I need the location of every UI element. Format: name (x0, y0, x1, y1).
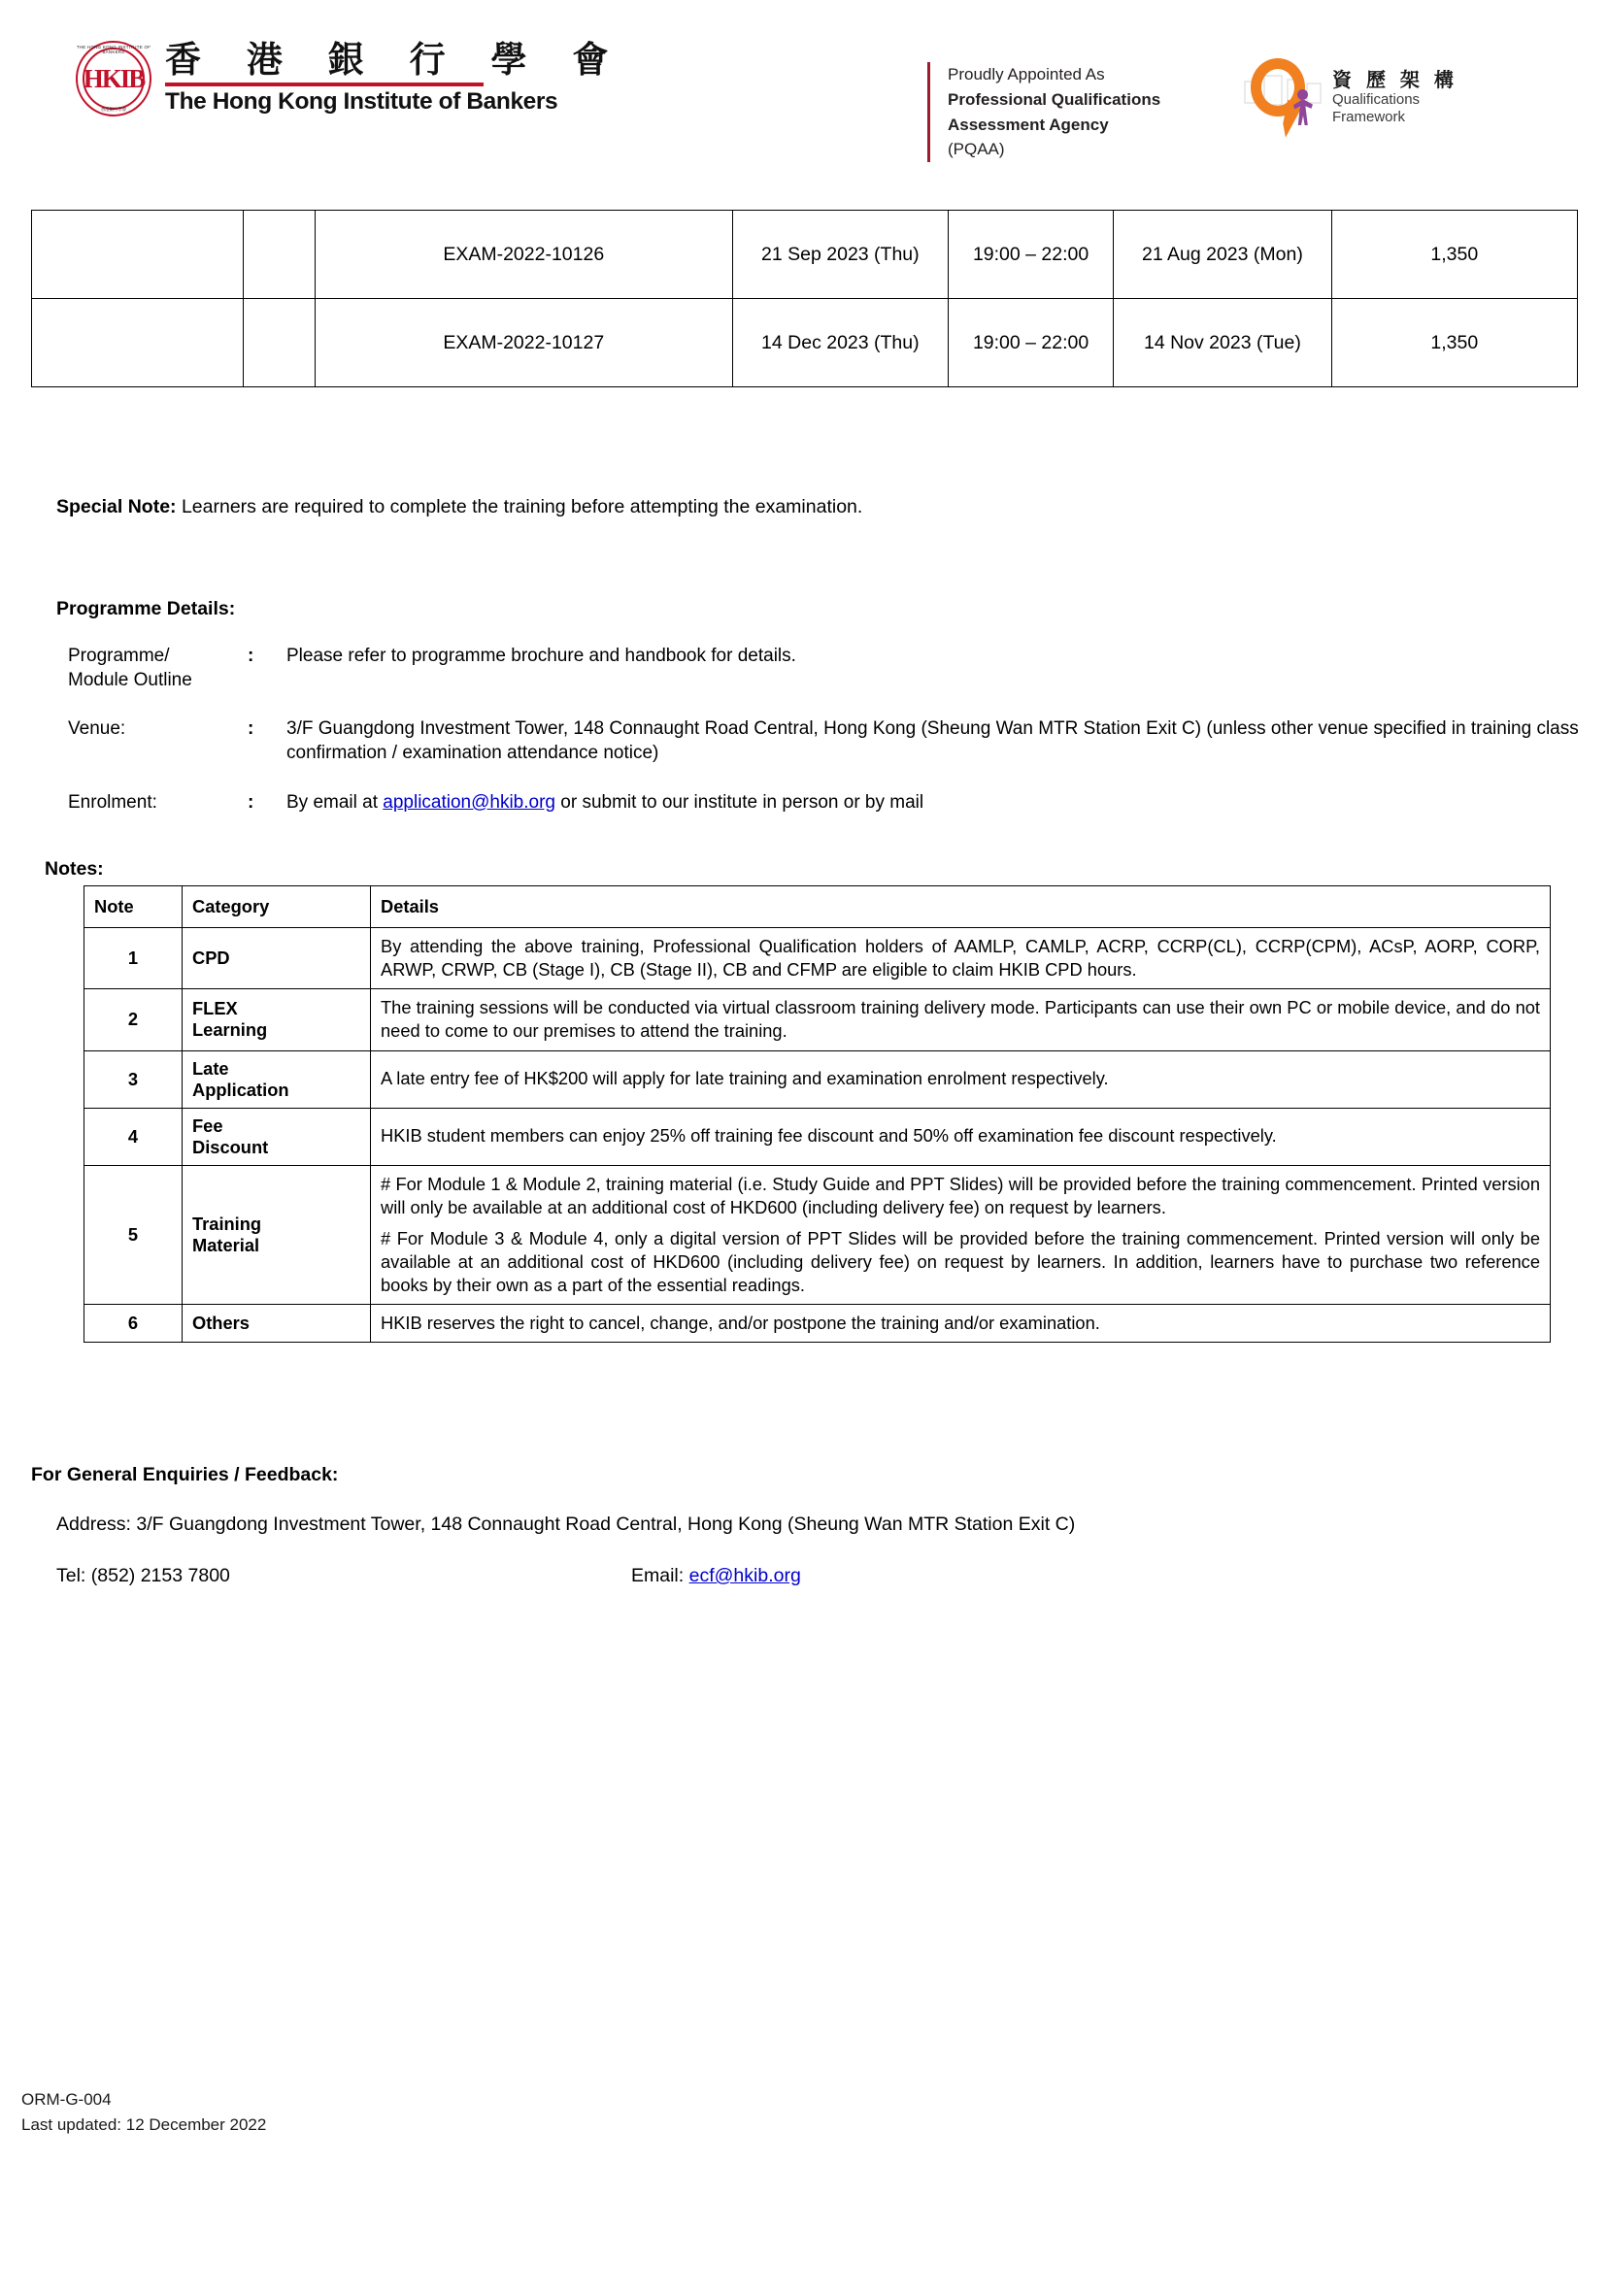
table-row (32, 299, 1578, 387)
schedule-cell-exam-code: EXAM-2022-10127 (315, 299, 732, 387)
note-category-line1: FLEX (192, 998, 238, 1019)
page-header (0, 23, 1608, 159)
programme-label-enrolment: Enrolment: (68, 791, 157, 813)
table-row (84, 1108, 1551, 1165)
note-number: 3 (84, 1050, 183, 1108)
note-category-line2: Material (192, 1234, 260, 1255)
programme-row-venue (68, 717, 1583, 790)
programme-value-venue: 3/F Guangdong Investment Tower, 148 Connaught Road Central, Hong Kong (Sheung Wan MTR Station Exit C) (unless other venue specified in training class confirmation / examination attendance notice) (286, 718, 1579, 764)
schedule-cell-blank-2 (244, 211, 316, 299)
programme-row-module-outline (68, 645, 1583, 717)
note-number: 5 (84, 1165, 183, 1305)
note-category (183, 1050, 371, 1108)
pqaa-line4: (PQAA) (948, 140, 1005, 159)
note-details (371, 989, 1551, 1050)
note-category (183, 989, 371, 1050)
note-category: CPD (183, 928, 371, 989)
note-detail-paragraph: HKIB student members can enjoy 25% off training fee discount and 50% off examination fee discount respectively. (381, 1125, 1277, 1147)
note-detail-paragraph: HKIB reserves the right to cancel, change, and/or postpone the training and/or examination. (381, 1313, 1100, 1334)
programme-details-table (68, 645, 1583, 840)
qualifications-framework-logo (1243, 56, 1457, 138)
schedule-cell-exam-date: 21 Sep 2023 (Thu) (732, 211, 948, 299)
notes-table (84, 885, 1551, 1343)
note-details (371, 1050, 1551, 1108)
table-row (84, 1305, 1551, 1343)
table-row (32, 211, 1578, 299)
hkib-english-name: The Hong Kong Institute of Bankers (165, 88, 558, 116)
programme-colon: : (248, 791, 254, 813)
notes-header-details: Details (371, 886, 1551, 928)
note-number: 1 (84, 928, 183, 989)
note-category-line1: Fee (192, 1115, 223, 1136)
enrolment-text-after: or submit to our institute in person or by mail (555, 791, 924, 813)
enquiries-telephone: Tel: (852) 2153 7800 (56, 1565, 230, 1586)
table-row (84, 1165, 1551, 1305)
programme-value-module-outline: Please refer to programme brochure and handbook for details. (286, 646, 796, 666)
note-category-line1: Training (192, 1213, 262, 1234)
application-email-link[interactable]: application@hkib.org (383, 791, 555, 813)
schedule-cell-exam-time: 19:00 – 22:00 (948, 299, 1113, 387)
schedule-cell-exam-code: EXAM-2022-10126 (315, 211, 732, 299)
schedule-cell-deadline: 14 Nov 2023 (Tue) (1114, 299, 1331, 387)
pqaa-text (948, 62, 1160, 162)
notes-header-row (84, 886, 1551, 928)
note-detail-paragraph: By attending the above training, Professional Qualification holders of AAMLP, CAMLP, ACRP, CCRP(CL), CCRP(CPM), ACsP, AORP, CORP, ARWP, CRWP, CB (Stage I), CB (Stage II), CB and CFMP are eligible to claim HKIB CPD hours. (381, 936, 1540, 981)
note-details (371, 928, 1551, 989)
hkib-seal-micro-bottom: 香港銀行學會 (100, 107, 127, 112)
schedule-cell-blank-2 (244, 299, 316, 387)
schedule-cell-fee: 1,350 (1331, 299, 1577, 387)
note-detail-paragraph: A late entry fee of HK$200 will apply for late training and examination enrolment respectively. (381, 1068, 1109, 1089)
schedule-cell-blank-1 (32, 299, 244, 387)
enquiries-address: Address: 3/F Guangdong Investment Tower, 148 Connaught Road Central, Hong Kong (Sheung Wan MTR Station Exit C) (56, 1514, 1076, 1535)
hkib-logo (76, 38, 625, 116)
hkib-red-rule (165, 83, 484, 86)
schedule-cell-exam-date: 14 Dec 2023 (Thu) (732, 299, 948, 387)
programme-label-venue: Venue: (68, 718, 126, 740)
note-category (183, 1165, 371, 1305)
qf-english-line1: Qualifications (1332, 91, 1421, 109)
enquiries-email-label: Email: (631, 1565, 689, 1586)
enquiries-title: For General Enquiries / Feedback: (31, 1464, 339, 1485)
note-category-line2: Application (192, 1079, 289, 1100)
note-detail-paragraph: # For Module 1 & Module 2, training material (i.e. Study Guide and PPT Slides) will be provided before the training commencement. Printed version will only be available at an additional cost of HKD600 (including delivery fee) on request by learners. (381, 1173, 1540, 1217)
note-details (371, 1305, 1551, 1343)
schedule-table-wrapper (31, 210, 1578, 387)
hkib-seal-monogram: HKIB (83, 63, 145, 93)
note-category (183, 1108, 371, 1165)
programme-label-module-outline (68, 645, 248, 717)
note-category-line2: Discount (192, 1136, 269, 1157)
programme-colon: : (248, 718, 254, 740)
note-details (371, 1108, 1551, 1165)
pqaa-line2: Professional Qualifications (948, 89, 1161, 109)
special-note-label: Special Note: (56, 496, 177, 517)
schedule-cell-deadline: 21 Aug 2023 (Mon) (1114, 211, 1331, 299)
pqaa-appointment-block (927, 62, 1160, 162)
note-category-line1: Late (192, 1057, 229, 1079)
table-row (84, 928, 1551, 989)
programme-details-title: Programme Details: (56, 598, 236, 619)
programme-label-line2: Module Outline (68, 669, 192, 690)
note-detail-paragraph: The training sessions will be conducted via virtual classroom training delivery mode. Participants can use their own PC or mobile device, and do not need to come to our premises to attend the training. (381, 997, 1540, 1042)
note-details (371, 1165, 1551, 1305)
qf-english-line2: Framework (1332, 109, 1406, 125)
qf-mark-icon (1243, 56, 1323, 138)
note-category-line2: Learning (192, 1019, 268, 1041)
enrolment-text-before: By email at (286, 791, 384, 813)
note-number: 4 (84, 1108, 183, 1165)
note-category: Others (183, 1305, 371, 1343)
special-note-text: Learners are required to complete the training before attempting the examination. (176, 496, 863, 517)
qf-person-head (1297, 89, 1308, 100)
exam-schedule-table (31, 210, 1578, 387)
ecf-email-link[interactable]: ecf@hkib.org (688, 1565, 801, 1586)
programme-row-enrolment (68, 791, 1583, 841)
hkib-wordmark (165, 38, 625, 116)
notes-header-note: Note (84, 886, 183, 928)
qf-text (1332, 68, 1457, 125)
enquiries-email-row (631, 1565, 801, 1587)
schedule-cell-blank-1 (32, 211, 244, 299)
programme-colon: : (248, 646, 254, 666)
note-number: 6 (84, 1305, 183, 1343)
programme-label-line1: Programme/ (68, 646, 170, 666)
note-number: 2 (84, 989, 183, 1050)
notes-header-category: Category (183, 886, 371, 928)
pqaa-line1: Proudly Appointed As (948, 65, 1105, 83)
schedule-cell-fee: 1,350 (1331, 211, 1577, 299)
programme-value-enrolment (286, 791, 1583, 841)
hkib-chinese-name: 香 港 銀 行 學 會 (165, 38, 625, 81)
hkib-seal-micro-top: THE HONG KONG INSTITUTE OF BANKERS (76, 45, 151, 54)
schedule-cell-exam-time: 19:00 – 22:00 (948, 211, 1113, 299)
table-row (84, 989, 1551, 1050)
footer-doc-code: ORM-G-004 (21, 2090, 112, 2109)
qf-chinese-name: 資 歷 架 構 (1332, 68, 1457, 92)
notes-title: Notes: (45, 858, 104, 880)
page-footer (21, 2087, 266, 2137)
special-note (56, 496, 862, 518)
hkib-seal-icon (76, 41, 151, 116)
table-row (84, 1050, 1551, 1108)
footer-last-updated: Last updated: 12 December 2022 (21, 2114, 267, 2134)
note-detail-paragraph: # For Module 3 & Module 4, only a digital version of PPT Slides will be provided before the training commencement. Printed version will only be available at an additional cost of HKD600 (including delivery fee) on request by learners. In addition, learners have to purchase two reference books by their own as a part of the essential readings. (381, 1227, 1540, 1296)
pqaa-line3: Assessment Agency (948, 115, 1109, 134)
